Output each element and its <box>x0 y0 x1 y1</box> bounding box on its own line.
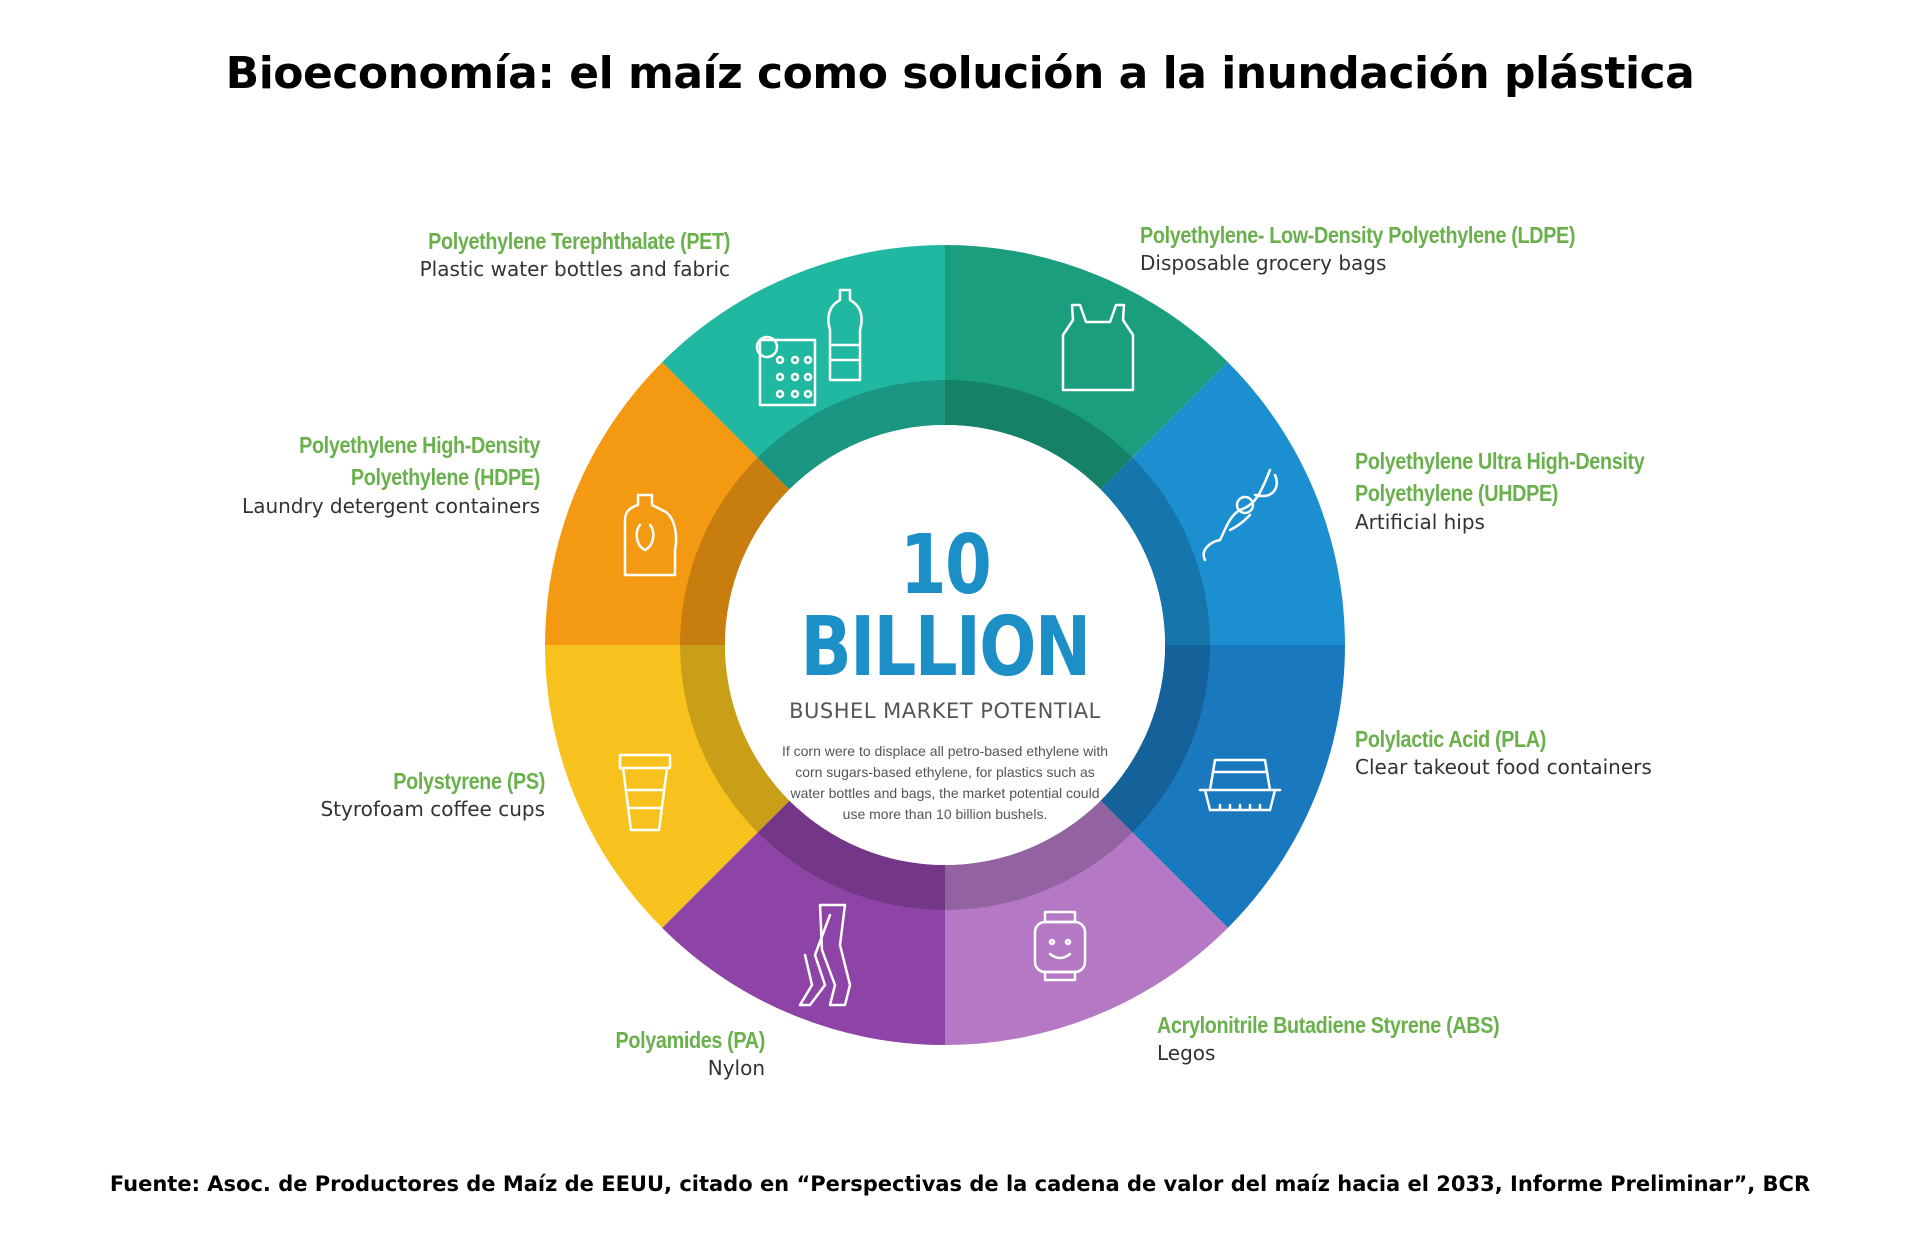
label-pa-use: Nylon <box>707 1056 765 1081</box>
label-hdpe <box>150 432 540 518</box>
center-summary <box>745 518 1145 825</box>
label-ps <box>190 768 545 821</box>
source-note: Fuente: Asoc. de Productores de Maíz de EEUU, citado en “Perspectivas de la cadena de valor del maíz hacia el 2033, Informe Preliminar”, BCR <box>109 1172 1811 1196</box>
page-title: Bioeconomía: el maíz como solución a la inundación plástica <box>225 48 1695 99</box>
label-pa-name: Polyamides (PA) <box>615 1027 765 1053</box>
label-abs-use: Legos <box>1157 1041 1216 1066</box>
headline-subtitle: BUSHEL MARKET POTENTIAL <box>789 699 1101 723</box>
label-pet-name: Polyethylene Terephthalate (PET) <box>428 228 730 254</box>
label-abs <box>1157 1012 1617 1065</box>
label-hdpe-name-line2: Polyethylene (HDPE) <box>350 464 540 491</box>
label-hdpe-use: Laundry detergent containers <box>242 493 540 518</box>
label-pla-use: Clear takeout food containers <box>1355 755 1652 780</box>
label-abs-name: Acrylonitrile Butadiene Styrene (ABS) <box>1157 1012 1500 1038</box>
label-pla-name: Polylactic Acid (PLA) <box>1355 726 1546 752</box>
label-ldpe-use: Disposable grocery bags <box>1140 251 1387 276</box>
headline-figure: 10 BILLION <box>800 518 1090 695</box>
label-uhdpe <box>1355 448 1775 534</box>
label-ldpe <box>1140 222 1660 275</box>
label-uhdpe-use: Artificial hips <box>1355 509 1485 534</box>
label-pet <box>330 228 730 281</box>
headline-description: If corn were to displace all petro-based ethylene with corn sugars-based ethylene, for plastics such as water bottles and bags, the market potential could use more than 10 billion bushels. <box>781 743 1109 822</box>
label-ps-use: Styrofoam coffee cups <box>320 797 545 822</box>
label-pa <box>460 1027 765 1080</box>
label-uhdpe-name-line2: Polyethylene (UHDPE) <box>1355 480 1559 507</box>
label-uhdpe-name-line1: Polyethylene Ultra High-Density <box>1355 448 1645 474</box>
label-ps-name: Polystyrene (PS) <box>393 768 545 794</box>
label-pla <box>1355 726 1775 779</box>
label-ldpe-name: Polyethylene- Low-Density Polyethylene (LDPE) <box>1140 222 1576 248</box>
label-pet-use: Plastic water bottles and fabric <box>419 257 730 282</box>
label-hdpe-name-line1: Polyethylene High-Density <box>299 432 540 458</box>
